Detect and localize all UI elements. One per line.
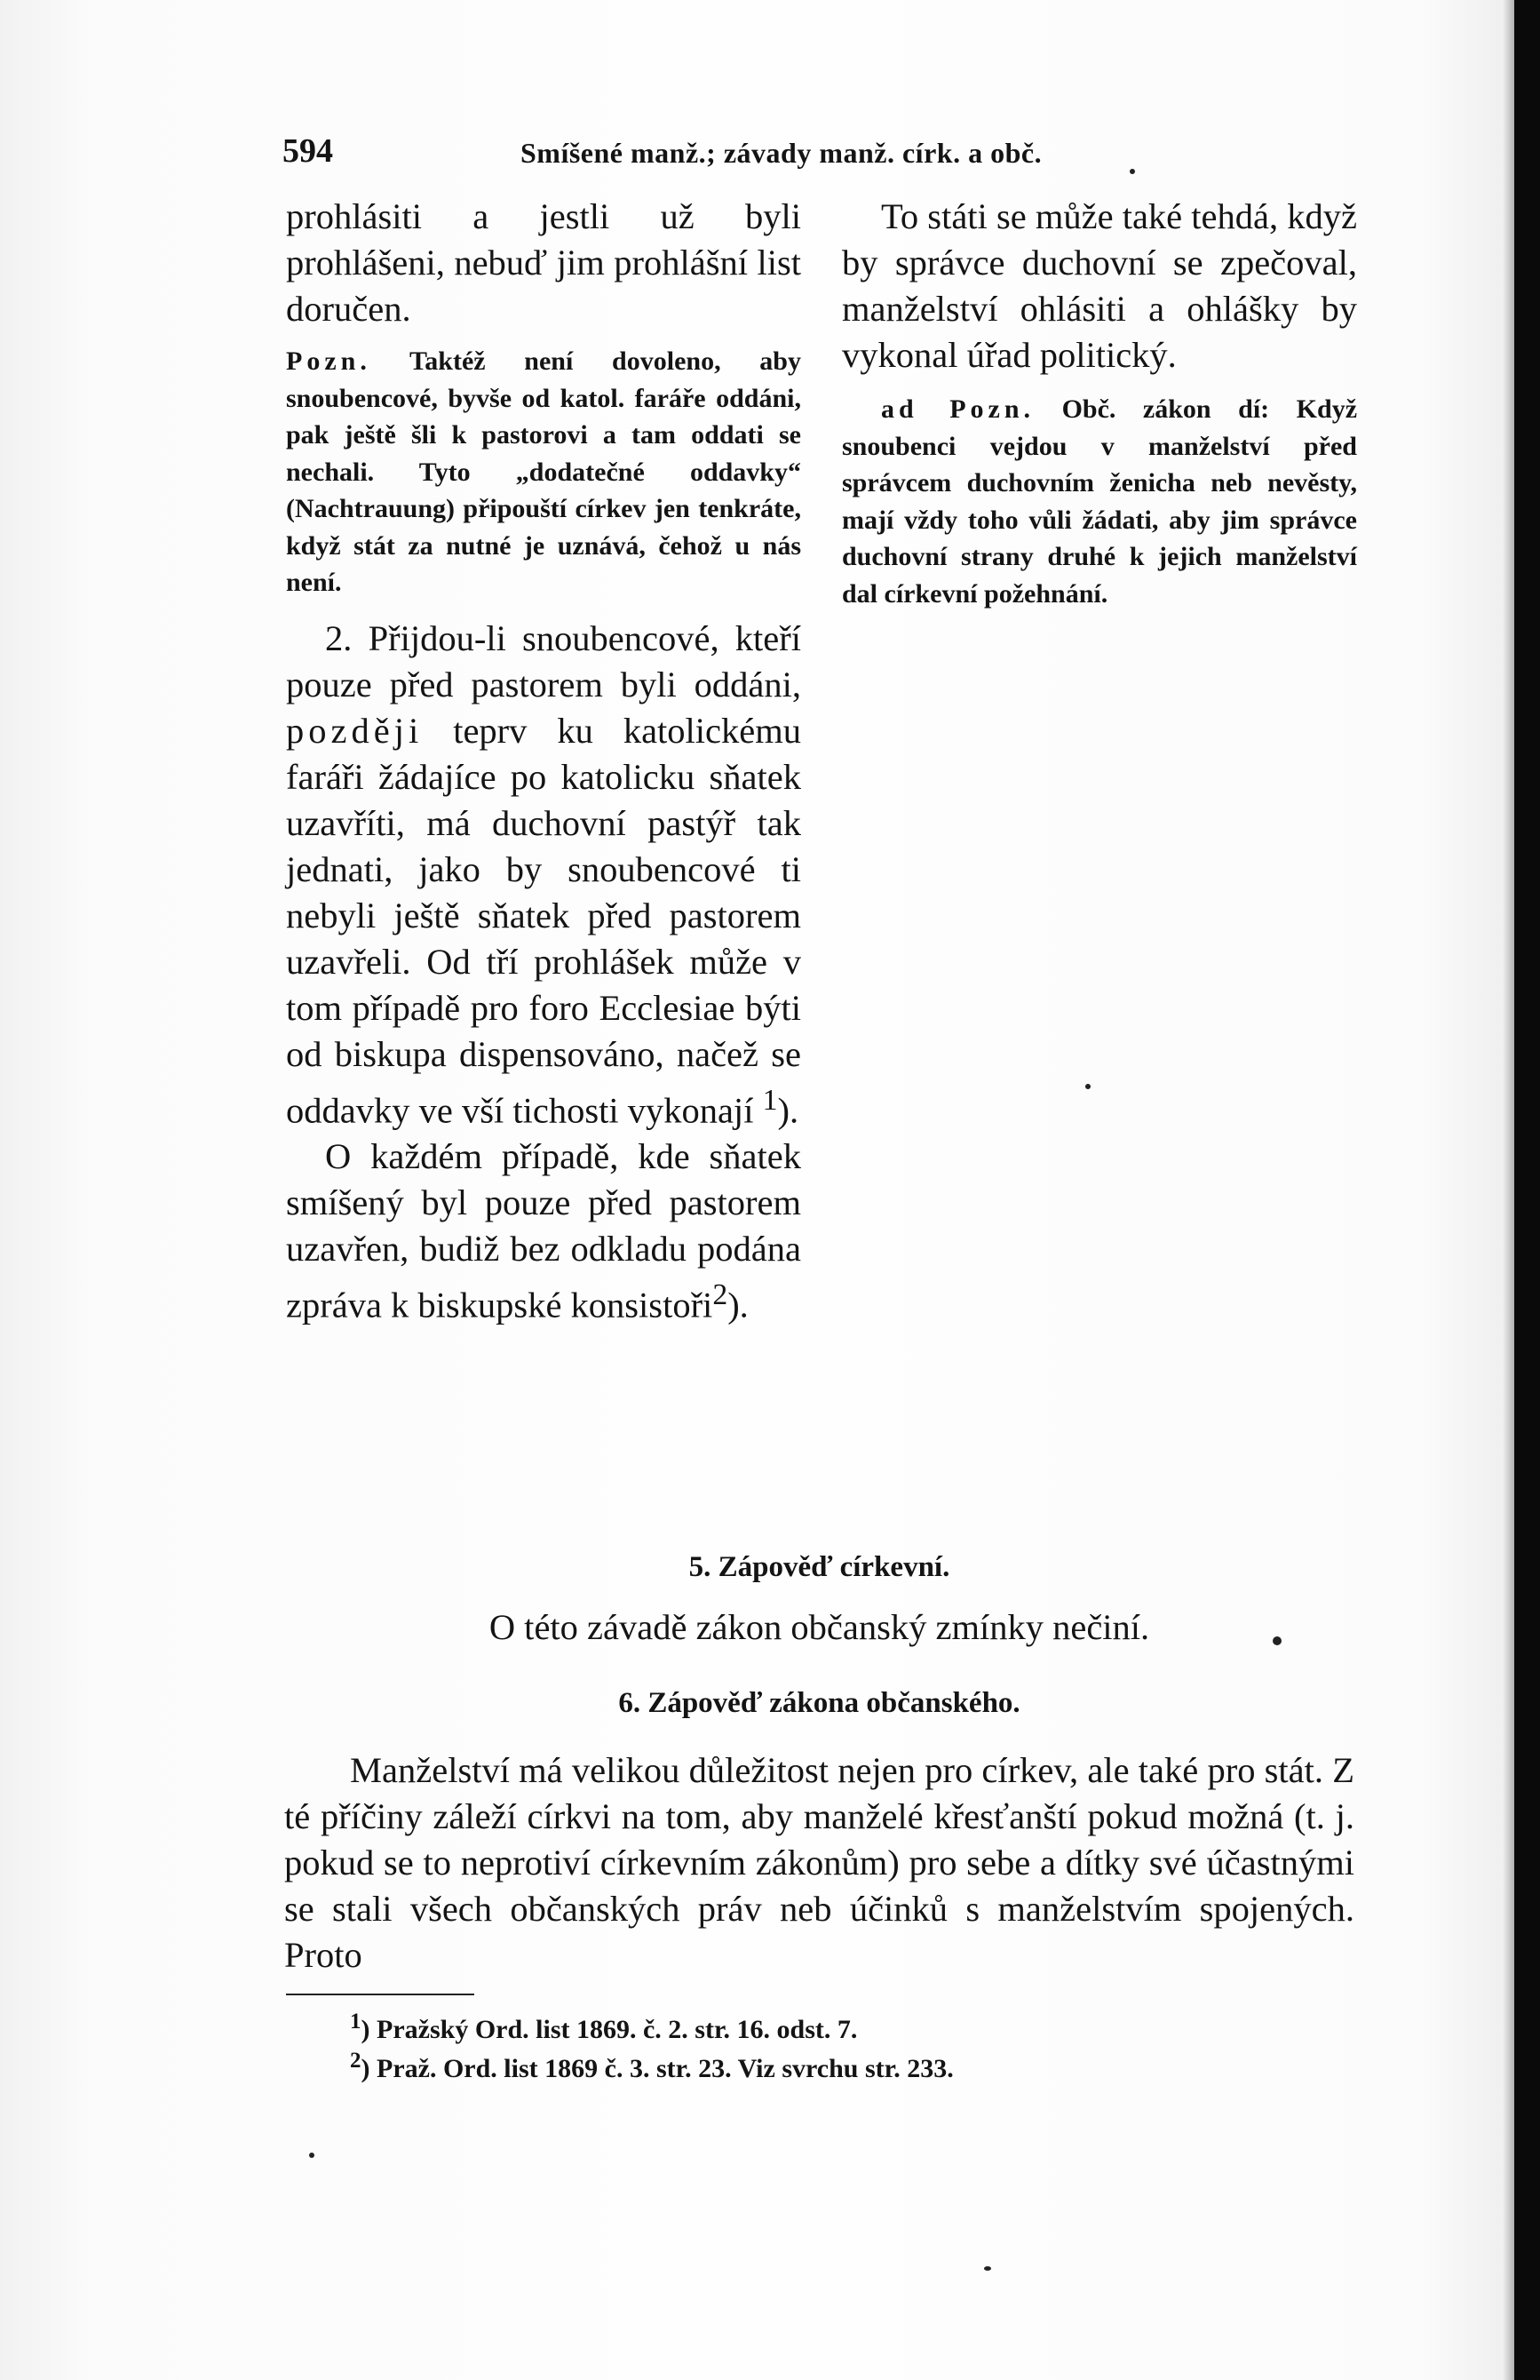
left-column	[286, 194, 801, 1329]
para3-end: ).	[727, 1285, 749, 1325]
note-label: Pozn.	[286, 346, 371, 376]
left-para-2	[286, 616, 801, 1134]
page-header	[282, 131, 1135, 176]
scan-speck	[984, 2266, 991, 2271]
footnote-ref-1: 1	[762, 1083, 778, 1117]
para2-start: 2. Přijdou-li snoubencové, kteří pouze před pastorem byli oddáni,	[286, 617, 801, 704]
left-para-3	[286, 1134, 801, 1329]
page-edge-shadow	[1503, 0, 1514, 2380]
scan-speck	[1085, 1084, 1091, 1089]
section-6-text: Manželství má velikou důležitost nejen pro církev, ale také pro stát. Z té příčiny záleží církvi na tom, aby manželé křesťanští pokud možná (t. j. pokud se to neprotiví církevním zákonům) pro sebe a dítky své účastnými se stali všech občanských práv neb účinků s manželstvím spojených. Proto	[284, 1750, 1354, 1975]
page-number: 594	[282, 132, 333, 170]
para2-emphasis: později	[286, 710, 424, 751]
footnote-text: Pražský Ord. list 1869. č. 2. str. 16. odst. 7.	[377, 2015, 858, 2044]
right-note	[842, 391, 1357, 612]
para2-end: ).	[777, 1090, 799, 1130]
footnote-mark: 1	[350, 2010, 361, 2034]
right-note-label: ad Pozn.	[881, 394, 1036, 424]
section-5-text: O této závadě zákon občanský zmínky nečiní.	[488, 1607, 1150, 1647]
scan-speck	[309, 2153, 314, 2158]
right-note-text: Obč. zákon dí: Když snoubenci vejdou v manželství před správcem duchovním ženicha neb nevěsty, mají vždy toho vůli žádati, aby jim správce duchovní strany druhé k jejich manželství dal církevní požehnání.	[842, 394, 1358, 609]
footnote-2: $^2$) Praž. Ord. list 1869 č. 3. str. 23. Viz svrchu str. 233.	[350, 2049, 954, 2083]
note-text: Taktéž není dovoleno, aby snoubencové, byvše od katol. faráře oddáni, pak ještě šli k pastorovi a tam oddati se nechali. Tyto „dodatečné oddavky“ (Nachtrauung) připouští církev jen tenkráte, když stát za nutné je uznává, čehož u nás není.	[286, 346, 801, 597]
footnote-text: Praž. Ord. list 1869 č. 3. str. 23. Viz svrchu str. 233.	[377, 2054, 954, 2083]
scan-speck	[1130, 169, 1135, 174]
footnote-divider	[286, 1994, 474, 1995]
scan-border	[1514, 0, 1540, 2380]
left-para-1: prohlásiti a jestli už byli prohlášeni, nebuď jim prohlášní list doručen.	[286, 196, 801, 329]
section-6-title: 6. Zápověď zákona občanského.	[618, 1687, 1020, 1719]
para2-rest: teprv ku katolickému faráři žádajíce po katolicku sňatek uzavříti, má duchovní pastýř tak jednati, jako by snoubencové ti nebyli ještě sňatek před pastorem uzavřeli. Od tří prohlášek může v tom případě pro foro Ecclesiae býti od biskupa dispensováno, načež se oddavky ve vší tichosti vykonají	[286, 710, 802, 1130]
footnote-ref-2: 2	[712, 1278, 728, 1311]
left-note	[286, 343, 801, 601]
footnote-1: $^1$) Pražský Ord. list 1869. č. 2. str. 16. odst. 7.	[350, 2010, 858, 2044]
scan-speck	[1273, 1636, 1282, 1645]
running-title: Smíšené manž.; závady manž. círk. a obč.	[520, 137, 1043, 169]
right-column	[842, 194, 1357, 612]
footnote-mark: 2	[350, 2049, 361, 2073]
right-para-1: To státi se může také tehdá, když by správce duchovní se zpečoval, manželství ohlásiti a ohlášky by vykonal úřad politický.	[842, 196, 1357, 375]
section-5-title: 5. Zápověď církevní.	[688, 1551, 950, 1583]
para3-text: O každém případě, kde sňatek smíšený byl pouze před pastorem uzavřen, budiž bez odkladu podána zpráva k biskupské konsistoři	[286, 1136, 801, 1325]
